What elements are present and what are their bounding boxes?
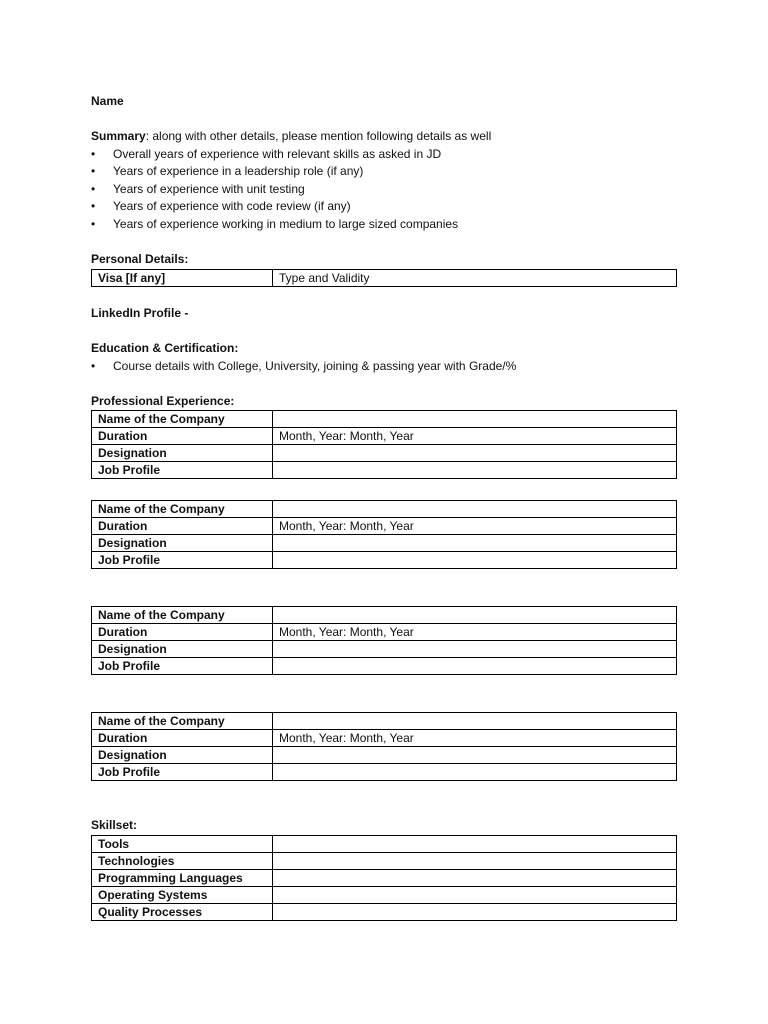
designation-label: Designation xyxy=(92,535,273,552)
designation-label: Designation xyxy=(92,445,273,462)
linkedin-profile-label: LinkedIn Profile - xyxy=(91,306,189,320)
table-row xyxy=(92,887,677,904)
duration-label: Duration xyxy=(92,428,273,445)
skill-value[interactable] xyxy=(273,853,677,870)
summary-bullet-text: Years of experience in a leadership role (if any) xyxy=(113,164,364,179)
personal-details-heading: Personal Details: xyxy=(91,252,189,266)
table-row xyxy=(92,764,677,781)
table-row xyxy=(92,501,677,518)
job-profile-value[interactable] xyxy=(273,462,677,479)
skillset-table xyxy=(91,835,677,921)
summary-bullet-text: Years of experience with unit testing xyxy=(113,181,305,196)
education-bullet-text: Course details with College, University, joining & passing year with Grade/% xyxy=(113,359,517,373)
job-profile-value[interactable] xyxy=(273,764,677,781)
duration-label: Duration xyxy=(92,518,273,535)
summary-bullet-list xyxy=(91,146,491,234)
table-row xyxy=(92,747,677,764)
bullet-glyph: • xyxy=(91,164,96,179)
summary-label: Summary xyxy=(91,129,146,143)
education-heading: Education & Certification: xyxy=(91,341,239,355)
experience-table xyxy=(91,500,677,569)
skillset-heading: Skillset: xyxy=(91,818,138,832)
personal-details-table-wrap xyxy=(91,269,677,287)
table-row xyxy=(92,607,677,624)
education-bullet-list xyxy=(91,358,516,376)
duration-value[interactable]: Month, Year: Month, Year xyxy=(273,624,677,641)
experience-heading: Professional Experience: xyxy=(91,394,235,408)
duration-value[interactable]: Month, Year: Month, Year xyxy=(273,730,677,747)
table-row xyxy=(92,730,677,747)
education-section xyxy=(91,358,516,376)
duration-label: Duration xyxy=(92,624,273,641)
bullet-glyph: • xyxy=(91,146,96,161)
table-row xyxy=(92,658,677,675)
bullet-glyph: • xyxy=(91,181,96,196)
skill-label: Quality Processes xyxy=(92,904,273,921)
table-row xyxy=(92,624,677,641)
visa-value[interactable]: Type and Validity xyxy=(273,270,677,287)
company-value[interactable] xyxy=(273,607,677,624)
job-profile-label: Job Profile xyxy=(92,764,273,781)
name-heading: Name xyxy=(91,94,124,108)
company-value[interactable] xyxy=(273,411,677,428)
job-profile-value[interactable] xyxy=(273,658,677,675)
designation-value[interactable] xyxy=(273,641,677,658)
education-bullet xyxy=(91,358,516,376)
job-profile-label: Job Profile xyxy=(92,658,273,675)
table-row xyxy=(92,552,677,569)
skill-value[interactable] xyxy=(273,887,677,904)
company-label: Name of the Company xyxy=(92,713,273,730)
summary-bullet xyxy=(91,181,491,199)
skill-value[interactable] xyxy=(273,904,677,921)
table-row xyxy=(92,836,677,853)
table-row xyxy=(92,462,677,479)
experience-table-wrap xyxy=(91,410,677,479)
job-profile-label: Job Profile xyxy=(92,552,273,569)
designation-value[interactable] xyxy=(273,535,677,552)
summary-bullet-text: Years of experience working in medium to large sized companies xyxy=(113,216,459,231)
personal-details-table xyxy=(91,269,677,287)
designation-label: Designation xyxy=(92,747,273,764)
table-row xyxy=(92,270,677,287)
skill-label: Technologies xyxy=(92,853,273,870)
summary-bullet xyxy=(91,163,491,181)
designation-value[interactable] xyxy=(273,445,677,462)
experience-table-wrap xyxy=(91,500,677,569)
visa-label: Visa [If any] xyxy=(92,270,273,287)
summary-bullet xyxy=(91,146,491,164)
summary-text: : along with other details, please mention following details as well xyxy=(145,129,492,143)
table-row xyxy=(92,518,677,535)
duration-label: Duration xyxy=(92,730,273,747)
table-row xyxy=(92,870,677,887)
table-row xyxy=(92,641,677,658)
summary-bullet xyxy=(91,198,491,216)
summary-section xyxy=(91,128,491,234)
skill-label: Tools xyxy=(92,836,273,853)
table-row xyxy=(92,713,677,730)
job-profile-label: Job Profile xyxy=(92,462,273,479)
table-row xyxy=(92,411,677,428)
bullet-glyph: • xyxy=(91,199,96,214)
summary-line xyxy=(91,128,491,146)
designation-label: Designation xyxy=(92,641,273,658)
company-value[interactable] xyxy=(273,713,677,730)
bullet-glyph: • xyxy=(91,359,96,373)
experience-table-wrap xyxy=(91,712,677,781)
skill-label: Operating Systems xyxy=(92,887,273,904)
bullet-glyph: • xyxy=(91,216,96,231)
skill-label: Programming Languages xyxy=(92,870,273,887)
experience-table-wrap xyxy=(91,606,677,675)
summary-bullet-text: Overall years of experience with relevant skills as asked in JD xyxy=(113,146,442,161)
job-profile-value[interactable] xyxy=(273,552,677,569)
table-row xyxy=(92,853,677,870)
table-row xyxy=(92,445,677,462)
experience-table xyxy=(91,712,677,781)
duration-value[interactable]: Month, Year: Month, Year xyxy=(273,518,677,535)
summary-bullet-text: Years of experience with code review (if any) xyxy=(113,199,351,214)
duration-value[interactable]: Month, Year: Month, Year xyxy=(273,428,677,445)
company-label: Name of the Company xyxy=(92,411,273,428)
table-row xyxy=(92,428,677,445)
company-label: Name of the Company xyxy=(92,607,273,624)
experience-table xyxy=(91,606,677,675)
summary-bullet xyxy=(91,216,491,234)
company-value[interactable] xyxy=(273,501,677,518)
company-label: Name of the Company xyxy=(92,501,273,518)
table-row xyxy=(92,535,677,552)
skillset-table-wrap xyxy=(91,835,677,921)
designation-value[interactable] xyxy=(273,747,677,764)
experience-table xyxy=(91,410,677,479)
skill-value[interactable] xyxy=(273,836,677,853)
table-row xyxy=(92,904,677,921)
skill-value[interactable] xyxy=(273,870,677,887)
